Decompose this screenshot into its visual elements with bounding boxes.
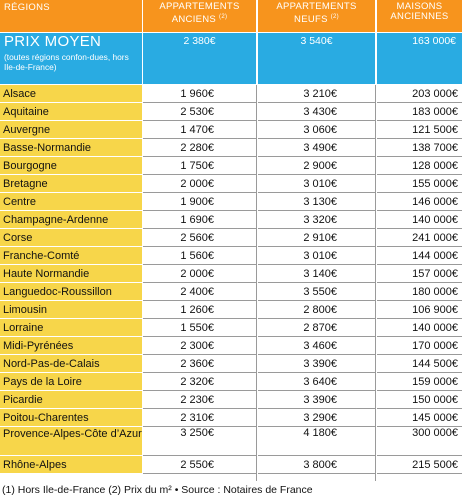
header-anciens (143, 0, 256, 32)
region-name: Aquitaine (0, 103, 142, 121)
region-name: Centre (0, 193, 142, 211)
price-neufs: 3 390€ (258, 391, 375, 409)
header-neufs (258, 0, 375, 32)
price-neufs: 3 290€ (258, 409, 375, 427)
average-maisons: 163 000€ (412, 35, 456, 47)
table-row (0, 103, 462, 121)
price-anciens: 2 560€ (143, 229, 256, 247)
region-name: Bretagne (0, 175, 142, 193)
price-maisons: 170 000€ (377, 337, 462, 355)
price-anciens: 2 000€ (143, 175, 256, 193)
price-anciens: 2 310€ (143, 409, 256, 427)
price-anciens: 2 550€ (143, 456, 256, 474)
table-row (0, 373, 462, 391)
price-neufs: 4 180€ (258, 427, 375, 456)
header-maisons (377, 0, 462, 32)
average-neufs-cell (258, 33, 375, 84)
price-maisons: 241 000€ (377, 229, 462, 247)
price-anciens: 1 560€ (143, 247, 256, 265)
price-anciens: 2 280€ (143, 139, 256, 157)
price-neufs: 3 550€ (258, 283, 375, 301)
region-name: Bourgogne (0, 157, 142, 175)
price-maisons: 180 000€ (377, 283, 462, 301)
table-row (0, 121, 462, 139)
price-maisons: 106 900€ (377, 301, 462, 319)
region-name: Lorraine (0, 319, 142, 337)
region-name: Poitou-Charentes (0, 409, 142, 427)
region-name: Provence-Alpes-Côte d’Azur (0, 427, 142, 456)
price-neufs: 3 060€ (258, 121, 375, 139)
price-maisons: 215 500€ (377, 456, 462, 474)
price-anciens: 2 320€ (143, 373, 256, 391)
price-maisons: 155 000€ (377, 175, 462, 193)
price-neufs: 3 210€ (258, 85, 375, 103)
header-regions (0, 0, 142, 32)
header-regions-label: RÉGIONS (4, 2, 50, 13)
table-row (0, 175, 462, 193)
region-name: Basse-Normandie (0, 139, 142, 157)
table-row (0, 247, 462, 265)
price-neufs: 3 430€ (258, 103, 375, 121)
price-maisons: 140 000€ (377, 319, 462, 337)
region-name: Champagne-Ardenne (0, 211, 142, 229)
table-row (0, 301, 462, 319)
price-anciens: 1 470€ (143, 121, 256, 139)
average-subtitle: (toutes régions confon-dues, hors Ile-de-France) (4, 52, 129, 72)
region-name: Nord-Pas-de-Calais (0, 355, 142, 373)
header-anciens-note: (2) (219, 14, 228, 20)
table-row (0, 409, 462, 427)
region-name: Corse (0, 229, 142, 247)
column-divider (375, 85, 376, 481)
table-row (0, 456, 462, 474)
average-label-cell (0, 33, 142, 84)
table-row (0, 265, 462, 283)
table-row (0, 157, 462, 175)
price-anciens: 2 000€ (143, 265, 256, 283)
region-name: Franche-Comté (0, 247, 142, 265)
price-anciens: 1 960€ (143, 85, 256, 103)
table-row (0, 85, 462, 103)
price-maisons: 146 000€ (377, 193, 462, 211)
price-neufs: 3 460€ (258, 337, 375, 355)
price-anciens: 1 690€ (143, 211, 256, 229)
price-anciens: 1 750€ (143, 157, 256, 175)
table-row (0, 193, 462, 211)
price-neufs: 3 390€ (258, 355, 375, 373)
price-neufs: 3 010€ (258, 175, 375, 193)
price-neufs: 2 800€ (258, 301, 375, 319)
price-neufs: 3 800€ (258, 456, 375, 474)
average-anciens: 2 380€ (183, 35, 216, 47)
price-maisons: 145 000€ (377, 409, 462, 427)
header-neufs-line1: APPARTEMENTS (276, 1, 357, 12)
price-anciens: 1 260€ (143, 301, 256, 319)
price-neufs: 2 910€ (258, 229, 375, 247)
table-row (0, 139, 462, 157)
region-name: Picardie (0, 391, 142, 409)
table-row (0, 391, 462, 409)
price-neufs: 3 130€ (258, 193, 375, 211)
price-neufs: 3 490€ (258, 139, 375, 157)
header-maisons-line1: MAISONS (396, 1, 443, 12)
price-neufs: 3 010€ (258, 247, 375, 265)
price-anciens: 2 300€ (143, 337, 256, 355)
price-maisons: 157 000€ (377, 265, 462, 283)
region-name: Auvergne (0, 121, 142, 139)
table-row (0, 211, 462, 229)
header-anciens-line2: ANCIENS (171, 14, 217, 26)
table-row (0, 427, 462, 456)
price-neufs: 3 140€ (258, 265, 375, 283)
average-anciens-cell (143, 33, 256, 84)
price-maisons: 138 700€ (377, 139, 462, 157)
price-anciens: 2 530€ (143, 103, 256, 121)
price-anciens: 2 360€ (143, 355, 256, 373)
header-anciens-line1: APPARTEMENTS (159, 1, 240, 12)
price-maisons: 150 000€ (377, 391, 462, 409)
region-name: Rhône-Alpes (0, 456, 142, 474)
table-row (0, 355, 462, 373)
region-name: Languedoc-Roussillon (0, 283, 142, 301)
region-name: Haute Normandie (0, 265, 142, 283)
column-divider (256, 85, 257, 481)
price-anciens: 2 230€ (143, 391, 256, 409)
region-name: Alsace (0, 85, 142, 103)
table-row (0, 229, 462, 247)
price-maisons: 203 000€ (377, 85, 462, 103)
price-maisons: 300 000€ (377, 427, 462, 456)
price-maisons: 144 500€ (377, 355, 462, 373)
price-maisons: 159 000€ (377, 373, 462, 391)
price-neufs: 2 900€ (258, 157, 375, 175)
header-neufs-line2: NEUFS (294, 14, 328, 26)
footnote: (1) Hors Ile-de-France (2) Prix du m² • Source : Notaires de France (2, 484, 313, 496)
header-maisons-line2: ANCIENNES (390, 11, 449, 22)
price-neufs: 3 640€ (258, 373, 375, 391)
average-neufs: 3 540€ (300, 35, 333, 47)
header-neufs-note: (2) (330, 14, 339, 20)
average-maisons-cell (377, 33, 462, 84)
price-maisons: 144 000€ (377, 247, 462, 265)
region-name: Limousin (0, 301, 142, 319)
price-anciens: 3 250€ (143, 427, 256, 456)
price-anciens: 2 400€ (143, 283, 256, 301)
price-anciens: 1 900€ (143, 193, 256, 211)
price-maisons: 128 000€ (377, 157, 462, 175)
region-name: Pays de la Loire (0, 373, 142, 391)
price-maisons: 183 000€ (377, 103, 462, 121)
price-maisons: 121 500€ (377, 121, 462, 139)
table-body (0, 85, 462, 474)
price-maisons: 140 000€ (377, 211, 462, 229)
table-row (0, 283, 462, 301)
region-name: Midi-Pyrénées (0, 337, 142, 355)
price-neufs: 2 870€ (258, 319, 375, 337)
table-row (0, 319, 462, 337)
price-neufs: 3 320€ (258, 211, 375, 229)
price-anciens: 1 550€ (143, 319, 256, 337)
table-row (0, 337, 462, 355)
average-title: PRIX MOYEN (4, 33, 102, 50)
